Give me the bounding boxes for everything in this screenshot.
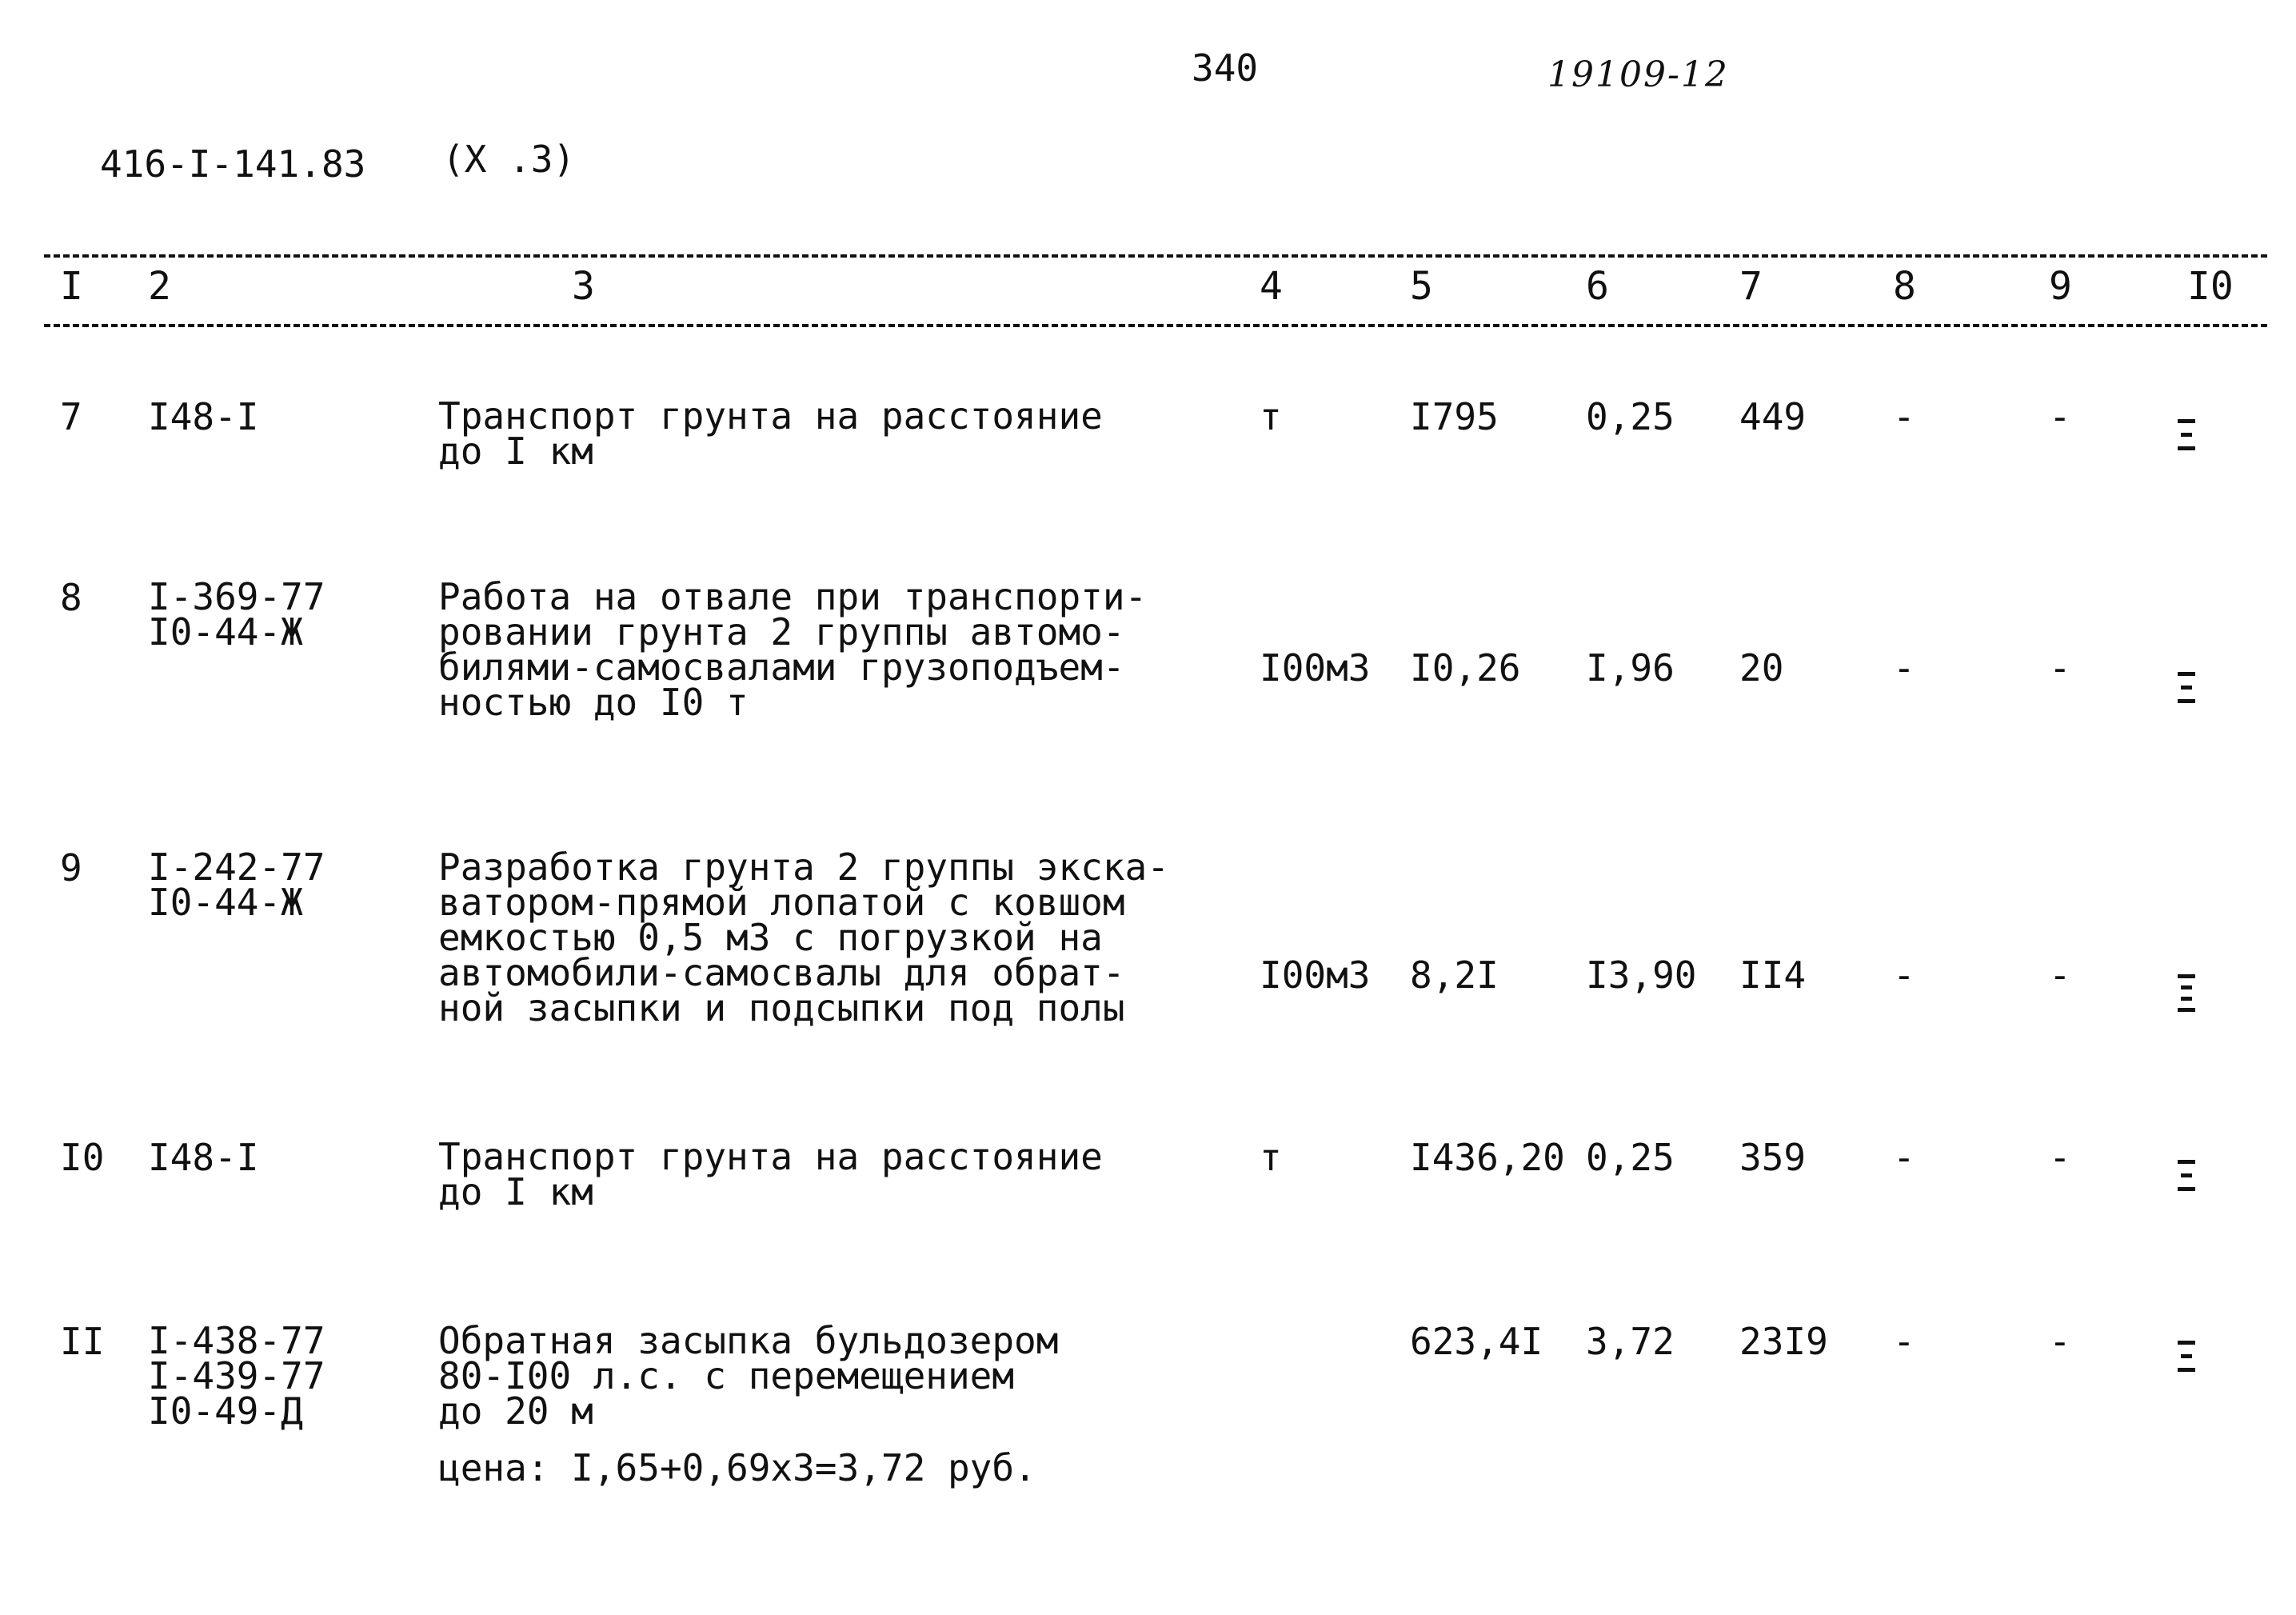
row-price-note: цена: I,65+0,69х3=3,72 руб. [438,1446,1036,1489]
row-number: II [60,1320,105,1363]
row-quantity: I795 [1410,395,1499,438]
document-code: 416-I-141.83 [100,142,366,186]
row-col8: - [1893,953,1915,997]
triple-dash-mark-icon [2176,1337,2197,1385]
row-cost: 23I9 [1739,1320,1828,1363]
row-description: Транспорт грунта на расстояние до I км [438,394,1103,473]
row-col8: - [1893,646,1915,690]
row-col9: - [2049,1320,2071,1363]
triple-dash-mark-icon [2176,416,2197,464]
page-number: 340 [1192,46,1259,90]
row-unit: т [1260,395,1282,438]
column-header: 9 [2049,264,2072,309]
handwritten-reference: 19109-12 [1547,54,1729,95]
document-suffix: (X .3) [442,138,576,181]
column-header: 3 [572,264,595,309]
column-header: 8 [1893,264,1916,309]
row-description: Разработка грунта 2 группы экска- ватором-прямой лопатой с ковшом емкостью 0,5 м3 с погрузкой на автомобили-самосвалы для обрат- ной засыпки и подсыпки под полы [438,845,1169,1029]
row-description: Обратная засыпка бульдозером 80-I00 л.с. с перемещением до 20 м [438,1319,1059,1433]
row-quantity: I0,26 [1410,646,1521,690]
column-header: 7 [1739,264,1763,309]
row-unit: т [1260,1136,1282,1179]
row-number: 8 [60,576,82,619]
row-cost: II4 [1739,953,1807,997]
row-col9: - [2049,646,2071,690]
row-quantity: I436,20 [1410,1136,1565,1179]
row-cost: 359 [1739,1136,1807,1179]
row-col9: - [2049,953,2071,997]
row-description: Работа на отвале при транспорти- ровании грунта 2 группы автомо- билями-самосвалами грузоподъем- ностью до I0 т [438,575,1148,724]
quad-dash-mark-icon [2176,971,2197,1019]
row-codes: I48-I [148,395,259,438]
row-quantity: 8,2I [1410,953,1499,997]
row-number: 7 [60,395,82,438]
row-description: Транспорт грунта на расстояние до I км [438,1135,1103,1213]
row-col9: - [2049,395,2071,438]
column-header: I0 [2187,264,2234,309]
row-unit-price: 0,25 [1586,395,1675,438]
row-number: I0 [60,1136,105,1179]
row-unit-price: 0,25 [1586,1136,1675,1179]
row-col8: - [1893,1320,1915,1363]
row-col8: - [1893,395,1915,438]
row-unit-price: 3,72 [1586,1320,1675,1363]
row-unit: I00м3 [1260,953,1371,997]
row-col8: - [1893,1136,1915,1179]
row-unit-price: I3,90 [1586,953,1697,997]
row-cost: 20 [1739,646,1784,690]
header-top-rule [44,254,2267,258]
row-codes: I48-I [148,1136,259,1179]
column-header: 5 [1410,264,1433,309]
row-number: 9 [60,846,82,889]
row-codes: I-438-77 I-439-77 I0-49-Д [148,1319,325,1433]
row-cost: 449 [1739,395,1807,438]
header-bottom-rule [44,324,2267,327]
column-header: 4 [1260,264,1283,309]
triple-dash-mark-icon [2176,669,2197,717]
row-codes: I-369-77 I0-44-Ж [148,575,325,654]
row-unit-price: I,96 [1586,646,1675,690]
column-header: 2 [148,264,171,309]
row-quantity: 623,4I [1410,1320,1543,1363]
column-header: I [60,264,83,309]
column-header: 6 [1586,264,1609,309]
row-codes: I-242-77 I0-44-Ж [148,845,325,924]
triple-dash-mark-icon [2176,1157,2197,1205]
row-unit: I00м3 [1260,646,1371,690]
row-col9: - [2049,1136,2071,1179]
